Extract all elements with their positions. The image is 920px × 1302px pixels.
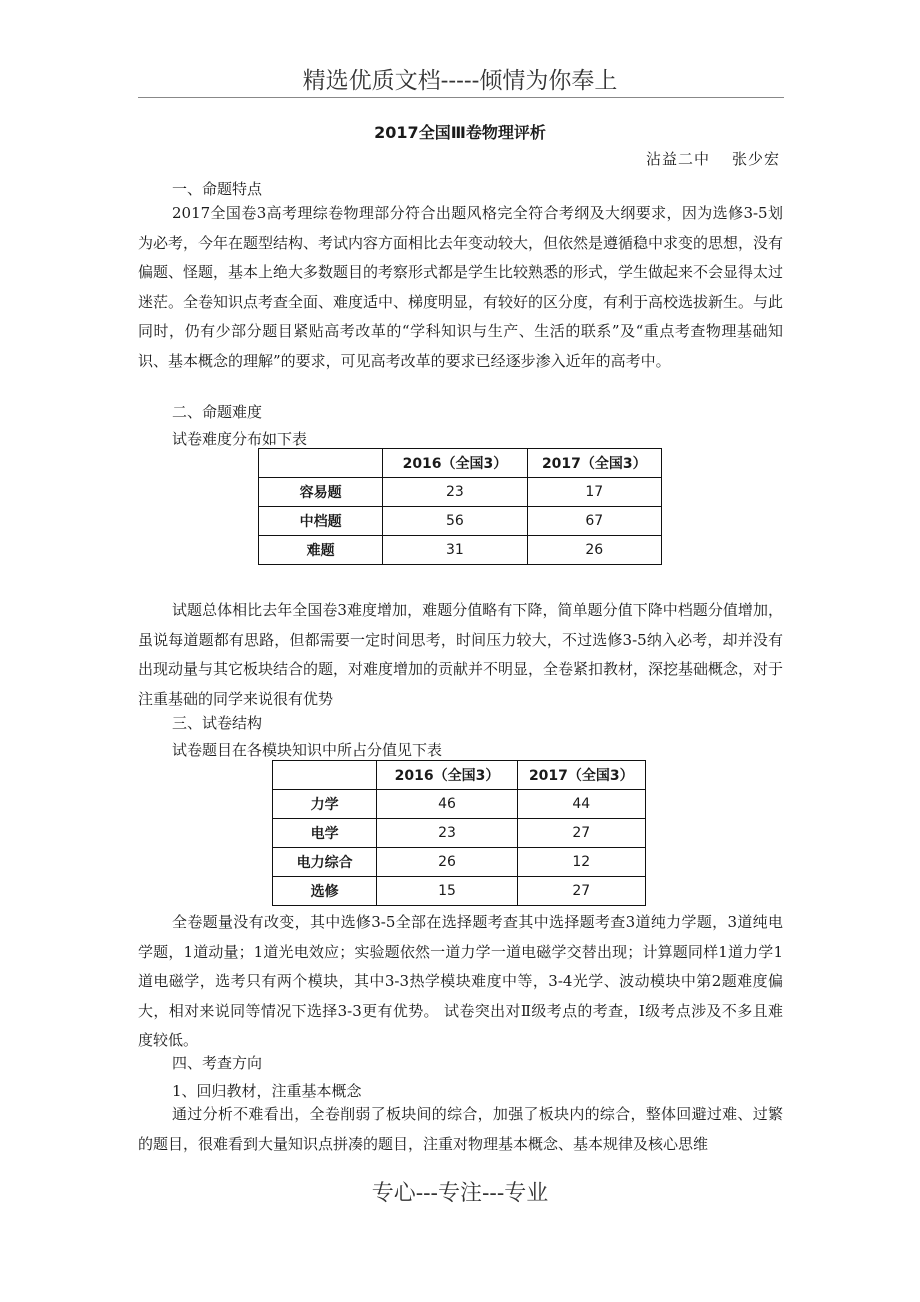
- table-header-row: [259, 449, 662, 478]
- section-2-heading: 二、命题难度: [172, 403, 263, 421]
- row-label: 电学: [273, 819, 377, 848]
- author-school: 沾益二中: [645, 150, 710, 168]
- page-footer: 专心---专注---专业: [371, 1181, 549, 1206]
- header-cell-2016: 2016（全国3）: [383, 449, 527, 478]
- cell-2017: 27: [517, 877, 645, 906]
- header-cell-2016: 2016（全国3）: [377, 761, 517, 790]
- header-cell-2017: 2017（全国3）: [517, 761, 645, 790]
- table-row: [273, 790, 646, 819]
- row-label: 选修: [273, 877, 377, 906]
- table-row: [273, 877, 646, 906]
- author-line: [646, 148, 780, 169]
- cell-2016: 26: [377, 848, 517, 877]
- cell-2017: 12: [517, 848, 645, 877]
- table-header-row: [273, 761, 646, 790]
- cell-2017: 67: [527, 507, 661, 536]
- cell-2016: 31: [383, 536, 527, 565]
- cell-2016: 23: [383, 478, 527, 507]
- cell-2016: 15: [377, 877, 517, 906]
- cell-2016: 46: [377, 790, 517, 819]
- table-row: [259, 536, 662, 565]
- header-cell-2017: 2017（全国3）: [527, 449, 661, 478]
- section-1-heading: 一、命题特点: [172, 180, 263, 198]
- author-name: 张少宏: [731, 150, 780, 168]
- section-4-heading: 四、考查方向: [172, 1054, 263, 1072]
- section-2-paragraph: 试题总体相比去年全国卷3难度增加，难题分值略有下降，简单题分值下降中档题分值增加，虽说每道题都有思路，但都需要一定时间思考，时间压力较大，不过选修3-5纳入必考，却并没有出现动量与其它板块结合的题，对难度增加的贡献并不明显，全卷紧扣教材，深挖基础概念，对于注重基础的同学来说很有优势: [138, 601, 784, 708]
- cell-2017: 17: [527, 478, 661, 507]
- row-label: 力学: [273, 790, 377, 819]
- header-cell-empty: [273, 761, 377, 790]
- cell-2017: 26: [527, 536, 661, 565]
- table-2-caption: 试卷题目在各模块知识中所占分值见下表: [172, 741, 443, 759]
- cell-2016: 56: [383, 507, 527, 536]
- section-4-paragraph: 通过分析不难看出，全卷削弱了板块间的综合，加强了板块内的综合，整体回避过难、过繁的题目，很难看到大量知识点拼凑的题目，注重对物理基本概念、基本规律及核心思维: [138, 1105, 783, 1153]
- table-1-caption: 试卷难度分布如下表: [172, 430, 308, 448]
- section-3-heading: 三、试卷结构: [172, 714, 263, 732]
- cell-2017: 27: [517, 819, 645, 848]
- section-4-subheading: 1、回归教材，注重基本概念: [172, 1082, 362, 1100]
- table-row: [259, 478, 662, 507]
- page-header: 精选优质文档-----倾情为你奉上: [302, 68, 618, 94]
- row-label: 容易题: [259, 478, 383, 507]
- document-title: 2017全国Ⅲ卷物理评析: [374, 123, 546, 142]
- cell-2017: 44: [517, 790, 645, 819]
- cell-2016: 23: [377, 819, 517, 848]
- row-label: 中档题: [259, 507, 383, 536]
- difficulty-table: [258, 448, 662, 565]
- section-1-paragraph: 2017全国卷3高考理综卷物理部分符合出题风格完全符合考纲及大纲要求，因为选修3-5划为必考，今年在题型结构、考试内容方面相比去年变动较大，但依然是遵循稳中求变的思想，没有偏题、怪题，基本上绝大多数题目的考察形式都是学生比较熟悉的形式，学生做起来不会显得太过迷茫。全卷知识点考查全面、难度适中、梯度明显，有较好的区分度，有利于高校选拔新生。与此同时，仍有少部分题目紧贴高考改革的“学科知识与生产、生活的联系”及“重点考查物理基础知识、基本概念的理解”的要求，可见高考改革的要求已经逐步渗入近年的高考中。: [138, 204, 784, 370]
- header-divider: [138, 97, 784, 98]
- header-cell-empty: [259, 449, 383, 478]
- module-score-table: [272, 760, 646, 906]
- table-row: [273, 848, 646, 877]
- section-3-paragraph: 全卷题量没有改变，其中选修3-5全部在选择题考查其中选择题考查3道纯力学题，3道纯电学题，1道动量；1道光电效应；实验题依然一道力学一道电磁学交替出现；计算题同样1道力学1道电磁学，选考只有两个模块，其中3-3热学模块难度中等，3-4光学、波动模块中第2题难度偏大，相对来说同等情况下选择3-3更有优势。 试卷突出对Ⅱ级考点的考查，Ⅰ级考点涉及不多且难度较低。: [138, 913, 783, 1049]
- row-label: 电力综合: [273, 848, 377, 877]
- table-row: [259, 507, 662, 536]
- table-row: [273, 819, 646, 848]
- row-label: 难题: [259, 536, 383, 565]
